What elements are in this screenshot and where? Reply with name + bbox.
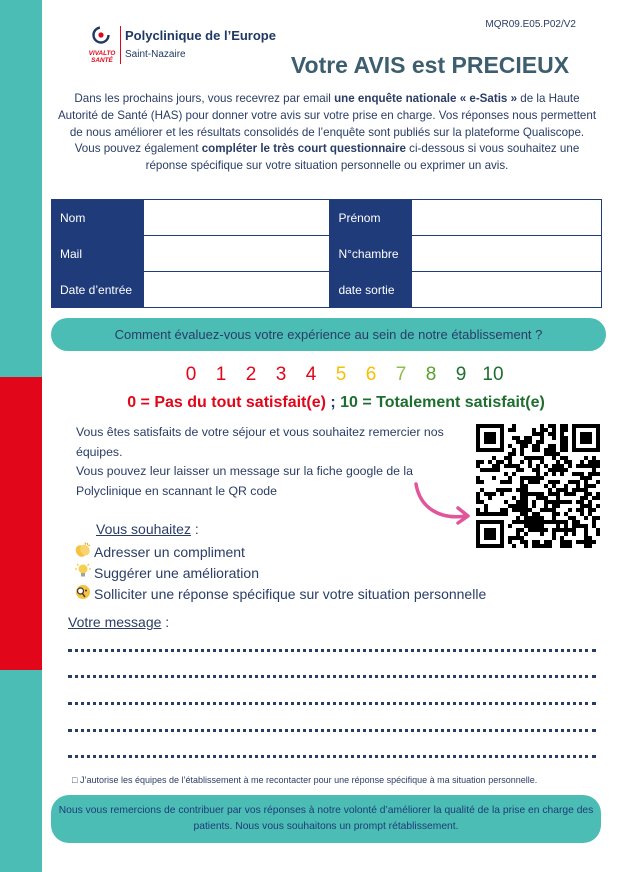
magnifier-face-icon (74, 584, 94, 598)
rating-legend-separator: ; (325, 394, 341, 411)
rating-option-5[interactable]: 5 (335, 364, 347, 385)
intro-text-1: Dans les prochains jours, vous recevrez par email (74, 92, 335, 105)
nom-label: Nom (52, 200, 144, 236)
rating-option-2[interactable]: 2 (245, 364, 257, 385)
intro-bold-1: une enquête nationale « e-Satis » (334, 92, 518, 105)
date-entree-label: Date d’entrée (52, 272, 144, 308)
consent-line[interactable] (72, 775, 602, 785)
rating-legend (0, 394, 620, 412)
svg-text:SANTÉ: SANTÉ (91, 57, 113, 64)
rating-legend-high: 10 = Totalement satisfait(e) (340, 394, 545, 411)
nom-field[interactable] (143, 200, 330, 236)
wishes-heading (96, 521, 574, 542)
message-line-3[interactable] (68, 702, 596, 705)
rating-scale (176, 364, 510, 388)
svg-text:VIVALTO: VIVALTO (88, 50, 116, 57)
prenom-field[interactable] (412, 200, 602, 236)
date-sortie-field[interactable] (412, 272, 602, 308)
clinic-name: Polyclinique de l’Europe (125, 28, 276, 43)
consent-checkbox[interactable]: □ (72, 775, 78, 785)
satisfaction-line-1: Vous êtes satisfaits de votre séjour et vous souhaitez remercier nos équipes. (76, 425, 444, 459)
vivalto-logo-icon (88, 24, 116, 66)
rating-option-1[interactable]: 1 (215, 364, 227, 385)
clapping-hands-icon (74, 542, 94, 556)
rating-option-4[interactable]: 4 (305, 364, 317, 385)
wish-item-suggestion[interactable] (74, 563, 574, 584)
chambre-field[interactable] (412, 236, 602, 272)
rating-option-9[interactable]: 9 (455, 364, 467, 385)
patient-info-table (51, 199, 602, 308)
rating-option-3[interactable]: 3 (275, 364, 287, 385)
message-label-colon: : (161, 614, 170, 630)
left-band-middle (0, 377, 42, 670)
intro-text-3: ci-dessous si vous souhaitez une réponse spécifique sur votre situation personnelle ou exprimer un avis. (145, 142, 580, 173)
prenom-label: Prénom (330, 200, 412, 236)
left-band-top (0, 0, 42, 377)
date-entree-field[interactable] (143, 272, 330, 308)
experience-question: Comment évaluez-vous votre expérience au sein de notre établissement ? (51, 318, 606, 351)
document-code: MQR09.E05.P02/V2 (485, 19, 576, 30)
rating-legend-low: 0 = Pas du tout satisfait(e) (127, 394, 326, 411)
satisfaction-line-2: Vous pouvez leur laisser un message sur la fiche google de la Polyclinique en scannant le QR code (76, 464, 413, 498)
chambre-label: N°chambre (330, 236, 412, 272)
message-line-1[interactable] (68, 649, 596, 652)
date-sortie-label: date sortie (330, 272, 412, 308)
wish-item-specific-response[interactable] (74, 584, 574, 605)
mail-label: Mail (52, 236, 144, 272)
message-line-5[interactable] (68, 755, 596, 758)
clinic-logo (84, 22, 284, 70)
rating-option-10[interactable]: 10 (482, 364, 504, 385)
left-band-bottom (0, 670, 42, 872)
lightbulb-icon (74, 563, 94, 577)
message-label-text: Votre message (68, 614, 162, 630)
rating-option-7[interactable]: 7 (395, 364, 407, 385)
intro-text-2: de la Haute Autorité de Santé (HAS) pour donner votre avis sur votre prise en charge. Vos réponses nous permettent de nous améliorer et les résultats consolidés de l’enquête sont publiés sur la plateforme Qualiscope. Vous pouvez également (57, 92, 597, 156)
clinic-city: Saint-Nazaire (125, 49, 186, 60)
wishes-heading-colon: : (190, 521, 199, 537)
wishes-heading-text: Vous souhaitez (96, 521, 191, 537)
wish-item-compliment[interactable] (74, 542, 574, 563)
rating-option-0[interactable]: 0 (185, 364, 197, 385)
page-title: Votre AVIS est PRECIEUX (290, 52, 570, 78)
intro-paragraph (56, 91, 598, 175)
wishes-list (74, 521, 574, 605)
logo-divider (120, 26, 121, 64)
rating-option-6[interactable]: 6 (365, 364, 377, 385)
message-label (68, 614, 169, 630)
wish-item-label: Suggérer une amélioration (94, 565, 259, 581)
rating-option-8[interactable]: 8 (425, 364, 437, 385)
thanks-message: Nous vous remercions de contribuer par vos réponses à notre volonté d’améliorer la qualité de la prise en charge des patients. Nous vous souhaitons un prompt rétablissement. (51, 795, 601, 843)
message-line-4[interactable] (68, 729, 596, 732)
intro-bold-2: compléter le très court questionnaire (201, 142, 406, 156)
wish-item-label: Solliciter une réponse spécifique sur votre situation personnelle (94, 586, 487, 602)
mail-field[interactable] (143, 236, 330, 272)
wish-item-label: Adresser un compliment (94, 544, 245, 560)
message-line-2[interactable] (68, 675, 596, 678)
consent-text: J’autorise les équipes de l’établissement à me recontacter pour une réponse spécifique à ma situation personnelle. (79, 775, 538, 785)
